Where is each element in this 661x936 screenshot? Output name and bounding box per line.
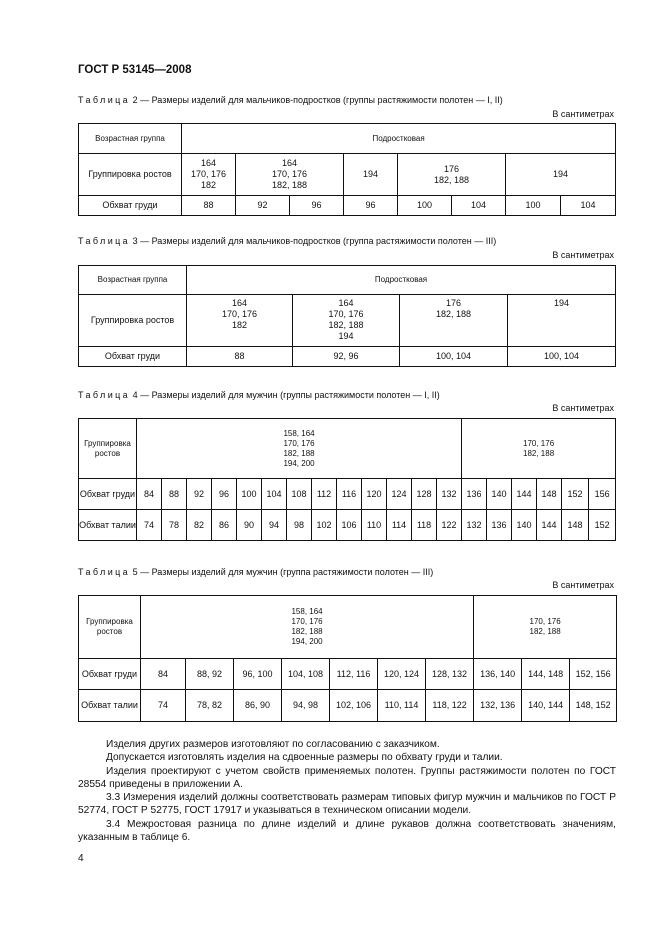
- table5-heights-row: [79, 596, 617, 659]
- table3-height-label: Группировка ростов: [79, 295, 187, 347]
- table4-waist-label: Обхват талии: [79, 510, 137, 541]
- table3-chest-cell: 92, 96: [293, 347, 400, 367]
- table2-chest-label: Обхват груди: [79, 196, 182, 216]
- table2-chest-cell: 104: [452, 196, 506, 216]
- table3-height-cell: 164 170, 176 182, 188 194: [293, 295, 400, 347]
- body-text: [78, 738, 616, 844]
- table4-chest-row: [79, 479, 616, 510]
- table2-height-cell: 164 170, 176 182: [182, 154, 236, 196]
- t4-chest-cell: 128: [412, 479, 437, 510]
- table4-caption-word: Таблица: [78, 390, 131, 400]
- table3-age-label: Возрастная группа: [79, 266, 187, 295]
- t5-waist-cell: 140, 144: [522, 690, 570, 722]
- paragraph: Допускается изготовлять изделия на сдвоенные размеры по обхвату груди и талии.: [106, 752, 503, 764]
- table2-age-value: Подростковая: [182, 124, 616, 154]
- t4-waist-cell: 148: [562, 510, 589, 541]
- t4-waist-cell: 114: [387, 510, 412, 541]
- t5-waist-cell: 102, 106: [330, 690, 378, 722]
- table2-chest-cell: 104: [561, 196, 616, 216]
- t4-waist-cell: 102: [312, 510, 337, 541]
- t5-waist-cell: 118, 122: [426, 690, 474, 722]
- table3-height-cell: 176 182, 188: [400, 295, 508, 347]
- t5-waist-cell: 132, 136: [474, 690, 522, 722]
- table2-age-label: Возрастная группа: [79, 124, 182, 154]
- table5-waist-row: [79, 690, 617, 722]
- t5-waist-cell: 110, 114: [378, 690, 426, 722]
- t4-waist-cell: 136: [487, 510, 512, 541]
- table5-waist-label: Обхват талии: [79, 690, 141, 722]
- t5-chest-cell: 104, 108: [282, 659, 330, 690]
- t5-waist-cell: 94, 98: [282, 690, 330, 722]
- table5-caption-text: 5 — Размеры изделий для мужчин (группа растяжимости полотен — III): [130, 567, 434, 577]
- t4-waist-cell: 152: [589, 510, 616, 541]
- t4-chest-cell: 156: [589, 479, 616, 510]
- t4-waist-cell: 82: [187, 510, 212, 541]
- table5-caption-word: Таблица: [78, 567, 131, 577]
- table3-caption-text: 3 — Размеры изделий для мальчиков-подростков (группа растяжимости полотен — III): [130, 236, 497, 246]
- paragraph: 3.4 Межростовая разница по длине изделий и длине рукавов должна соответствовать значениям, указанным в таблице 6.: [78, 818, 616, 844]
- t5-chest-cell: 136, 140: [474, 659, 522, 690]
- t4-waist-cell: 78: [162, 510, 187, 541]
- table2-chest-cell: 100: [506, 196, 561, 216]
- t4-chest-cell: 112: [312, 479, 337, 510]
- table4-height-label: Группировка ростов: [79, 419, 137, 479]
- t5-waist-cell: 148, 152: [570, 690, 617, 722]
- t4-waist-cell: 140: [512, 510, 537, 541]
- table-3: [78, 265, 616, 367]
- t4-chest-cell: 120: [362, 479, 387, 510]
- table2-chest-cell: 100: [398, 196, 452, 216]
- table5-chest-label: Обхват груди: [79, 659, 141, 690]
- table4-waist-row: [79, 510, 616, 541]
- table5-height-label: Группировка ростов: [79, 596, 141, 659]
- table4-caption-text: 4 — Размеры изделий для мужчин (группы растяжимости полотен — I, II): [130, 390, 440, 400]
- t4-chest-cell: 140: [487, 479, 512, 510]
- t4-chest-cell: 108: [287, 479, 312, 510]
- table-2: [78, 123, 616, 216]
- table4-height-cell: 170, 176 182, 188: [462, 419, 616, 479]
- table2-heights-row: [79, 154, 616, 196]
- table4-units: В сантиметрах: [552, 403, 614, 413]
- paragraph: 3.3 Измерения изделий должны соответствовать размерам типовых фигур мужчин и мальчиков по ГОСТ Р 52774, ГОСТ Р 52775, ГОСТ 17917 и указываться в техническом описании модели.: [78, 792, 616, 817]
- t5-waist-cell: 86, 90: [234, 690, 282, 722]
- paragraph: Изделия других размеров изготовляют по согласованию с заказчиком.: [106, 739, 440, 750]
- table2-height-cell: 164 170, 176 182, 188: [236, 154, 344, 196]
- t4-waist-cell: 94: [262, 510, 287, 541]
- table3-age-value: Подростковая: [187, 266, 616, 295]
- table3-height-cell: 164 170, 176 182: [187, 295, 293, 347]
- t4-chest-cell: 88: [162, 479, 187, 510]
- t4-chest-cell: 84: [137, 479, 162, 510]
- t4-chest-cell: 144: [512, 479, 537, 510]
- t4-waist-cell: 144: [537, 510, 562, 541]
- t4-waist-cell: 132: [462, 510, 487, 541]
- t4-chest-cell: 96: [212, 479, 237, 510]
- t4-chest-cell: 104: [262, 479, 287, 510]
- table3-height-cell: 194: [508, 295, 616, 347]
- table3-units: В сантиметрах: [552, 250, 614, 260]
- t4-waist-cell: 122: [437, 510, 462, 541]
- table5-height-cell: 158, 164 170, 176 182, 188 194, 200: [141, 596, 474, 659]
- t5-waist-cell: 78, 82: [186, 690, 234, 722]
- table3-chest-label: Обхват груди: [79, 347, 187, 367]
- table4-height-cell: 158, 164 170, 176 182, 188 194, 200: [137, 419, 462, 479]
- t4-waist-cell: 118: [412, 510, 437, 541]
- table2-units: В сантиметрах: [552, 109, 614, 119]
- paragraph: Изделия проектируют с учетом свойств применяемых полотен. Группы растяжимости полотен по ГОСТ 28554 приведены в приложении А.: [78, 765, 616, 790]
- t4-chest-cell: 136: [462, 479, 487, 510]
- table2-height-label: Группировка ростов: [79, 154, 182, 196]
- table2-chest-cell: 92: [236, 196, 290, 216]
- table5-units: В сантиметрах: [552, 580, 614, 590]
- table2-caption-word: Таблица: [78, 95, 131, 105]
- table2-chest-cell: 96: [290, 196, 344, 216]
- t4-chest-cell: 116: [337, 479, 362, 510]
- t4-waist-cell: 106: [337, 510, 362, 541]
- t5-chest-cell: 128, 132: [426, 659, 474, 690]
- table2-chest-row: [79, 196, 616, 216]
- table5-height-cell: 170, 176 182, 188: [474, 596, 617, 659]
- table3-caption: [78, 236, 496, 246]
- table2-height-cell: 194: [344, 154, 398, 196]
- table5-caption: [78, 567, 433, 577]
- page-number: 4: [78, 853, 84, 864]
- table3-chest-cell: 100, 104: [400, 347, 508, 367]
- table4-chest-label: Обхват груди: [79, 479, 137, 510]
- t4-chest-cell: 92: [187, 479, 212, 510]
- table2-caption: [78, 95, 503, 105]
- table3-caption-word: Таблица: [78, 236, 131, 246]
- t4-chest-cell: 100: [237, 479, 262, 510]
- table2-height-cell: 176 182, 188: [398, 154, 506, 196]
- t4-chest-cell: 132: [437, 479, 462, 510]
- t5-chest-cell: 112, 116: [330, 659, 378, 690]
- t4-waist-cell: 74: [137, 510, 162, 541]
- table2-chest-cell: 96: [344, 196, 398, 216]
- table2-chest-cell: 88: [182, 196, 236, 216]
- t4-chest-cell: 148: [537, 479, 562, 510]
- document-header: ГОСТ Р 53145—2008: [78, 64, 192, 76]
- table3-chest-cell: 100, 104: [508, 347, 616, 367]
- t4-waist-cell: 110: [362, 510, 387, 541]
- table4-heights-row: [79, 419, 616, 479]
- t4-chest-cell: 124: [387, 479, 412, 510]
- t5-chest-cell: 144, 148: [522, 659, 570, 690]
- t5-waist-cell: 74: [141, 690, 186, 722]
- t5-chest-cell: 84: [141, 659, 186, 690]
- table3-heights-row: [79, 295, 616, 347]
- t4-waist-cell: 86: [212, 510, 237, 541]
- table4-caption: [78, 390, 440, 400]
- t5-chest-cell: 88, 92: [186, 659, 234, 690]
- t4-waist-cell: 90: [237, 510, 262, 541]
- table5-chest-row: [79, 659, 617, 690]
- table2-caption-text: 2 — Размеры изделий для мальчиков-подростков (группы растяжимости полотен — I, II): [130, 95, 503, 105]
- table3-chest-cell: 88: [187, 347, 293, 367]
- t5-chest-cell: 120, 124: [378, 659, 426, 690]
- t5-chest-cell: 96, 100: [234, 659, 282, 690]
- table-4: [78, 418, 616, 541]
- t4-chest-cell: 152: [562, 479, 589, 510]
- t4-waist-cell: 98: [287, 510, 312, 541]
- table3-chest-row: [79, 347, 616, 367]
- table2-height-cell: 194: [506, 154, 616, 196]
- table-5: [78, 595, 617, 722]
- t5-chest-cell: 152, 156: [570, 659, 617, 690]
